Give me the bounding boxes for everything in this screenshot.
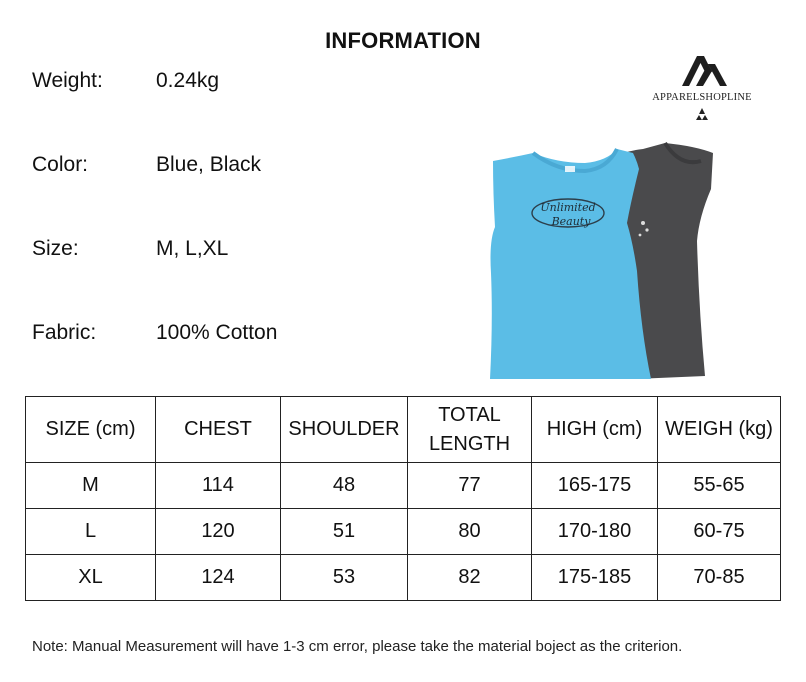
table-cell: 48 (281, 463, 408, 509)
table-cell: 175-185 (532, 555, 658, 601)
table-cell: 114 (156, 463, 281, 509)
tank-top-image (485, 131, 724, 381)
table-header-cell: TOTAL LENGTH (408, 397, 532, 463)
table-row (26, 555, 781, 601)
table-cell: L (26, 509, 156, 555)
table-header-cell: CHEST (156, 397, 281, 463)
table-header-cell: SHOULDER (281, 397, 408, 463)
table-cell: 77 (408, 463, 532, 509)
info-label: Fabric: (32, 321, 97, 344)
table-header-row (26, 397, 781, 463)
table-cell: XL (26, 555, 156, 601)
table-row (26, 509, 781, 555)
table-cell: 170-180 (532, 509, 658, 555)
brand-small-mark-icon (692, 107, 712, 121)
table-cell: M (26, 463, 156, 509)
print-line-1: Unlimited (540, 201, 596, 214)
table-cell: 165-175 (532, 463, 658, 509)
brand-logo (648, 52, 756, 124)
table-cell: 70-85 (658, 555, 781, 601)
print-line-2: Beauty (551, 215, 591, 228)
table-cell: 80 (408, 509, 532, 555)
table-header-cell: HIGH (cm) (532, 397, 658, 463)
info-value: M, L,XL (156, 237, 229, 260)
info-label: Weight: (32, 69, 103, 92)
table-header-cell: WEIGH (kg) (658, 397, 781, 463)
table-cell: 53 (281, 555, 408, 601)
brand-name: APPARELSHOPLINE (652, 92, 752, 103)
brand-mark-icon (648, 52, 756, 92)
table-cell: 51 (281, 509, 408, 555)
size-chart-table (25, 396, 781, 601)
measurement-note: Note: Manual Measurement will have 1-3 cm error, please take the material boject as the criterion. (32, 638, 683, 655)
info-label: Color: (32, 153, 89, 176)
table-header-cell: SIZE (cm) (26, 397, 156, 463)
table-cell: 124 (156, 555, 281, 601)
table-cell: 120 (156, 509, 281, 555)
product-photo (485, 131, 724, 381)
table-cell: 82 (408, 555, 532, 601)
info-value: Blue, Black (156, 153, 262, 176)
info-value: 100% Cotton (156, 321, 278, 344)
info-value: 0.24kg (156, 69, 220, 92)
table-cell: 60-75 (658, 509, 781, 555)
table-row (26, 463, 781, 509)
table-cell: 55-65 (658, 463, 781, 509)
info-label: Size: (32, 237, 79, 260)
page-title: INFORMATION (325, 28, 481, 53)
